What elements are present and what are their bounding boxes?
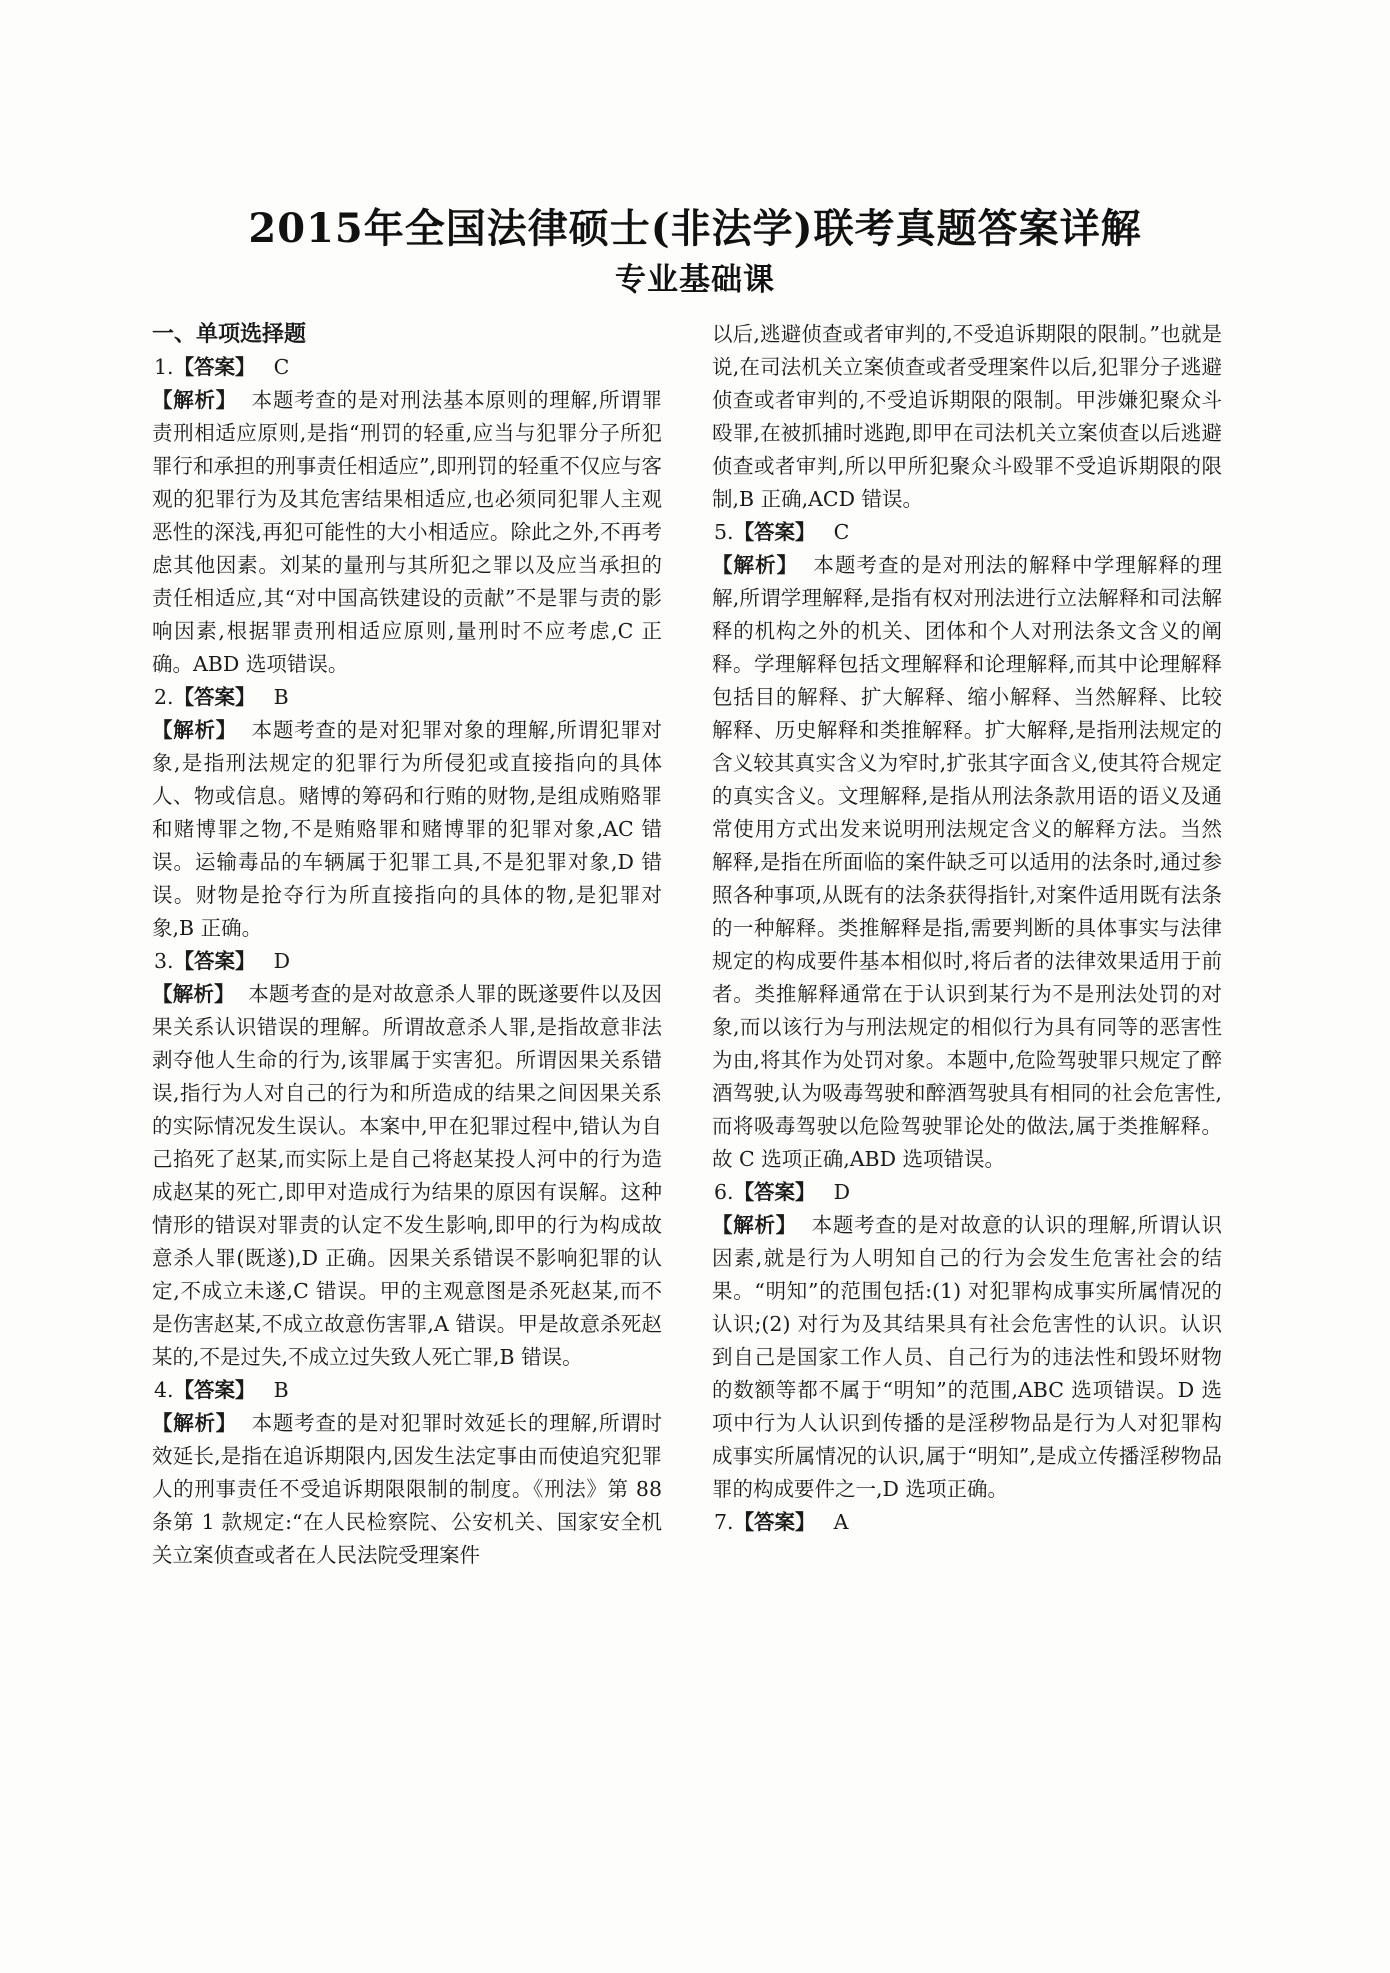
item-number: 4. (154, 1378, 174, 1402)
analysis-label: 【解析】 (152, 982, 235, 1006)
item-number: 7. (714, 1510, 734, 1534)
analysis-4-part2: 以后,逃避侦查或者审判的,不受追诉期限的限制。”也就是说,在司法机关立案侦查或者受理案件以后,犯罪分子逃避侦查或者审判的,不受追诉期限的限制。甲涉嫌犯聚众斗殴罪,在被抓捕时逃跑,即甲在司法机关立案侦查以后逃避侦查或者审判,所以甲所犯聚众斗殴罪不受追诉期限的限制,B 正确,ACD 错误。 (712, 322, 1222, 511)
analysis-text: 本题考查的是对故意杀人罪的既遂要件以及因果关系认识错误的理解。所谓故意杀人罪,是指故意非法剥夺他人生命的行为,该罪属于实害犯。所谓因果关系错误,指行为人对自己的行为和所造成的结果之间因果关系的实际情况发生误认。本案中,甲在犯罪过程中,错认为自己掐死了赵某,而实际上是自己将赵某投人河中的行为造成赵某的死亡,即甲对造成行为结果的原因有误解。这种情形的错误对罪责的认定不发生影响,即甲的行为构成故意杀人罪(既遂),D 正确。因果关系错误不影响犯罪的认定,不成立未遂,C 错误。甲的主观意图是杀死赵某,而不是伤害赵某,不成立故意伤害罪,A 错误。甲是故意杀死赵某的,不是过失,不成立过失致人死亡罪,B 错误。 (152, 982, 662, 1369)
answer-label: 【答案】 (173, 685, 256, 709)
analysis-label: 【解析】 (152, 1411, 238, 1435)
answer-value: D (833, 1180, 850, 1204)
answer-line-4 (152, 1374, 662, 1407)
answer-line-6 (712, 1176, 1222, 1209)
page-subtitle: 专业基础课 (615, 262, 775, 298)
analysis-4-part1 (152, 1407, 662, 1572)
item-number: 5. (714, 520, 734, 544)
answer-label: 【答案】 (733, 1180, 816, 1204)
analysis-text: 本题考查的是对刑法基本原则的理解,所谓罪责刑相适应原则,是指“刑罚的轻重,应当与犯罪分子所犯罪行和承担的刑事责任相适应”,即刑罚的轻重不仅应与客观的犯罪行为及其危害结果相适应,也必须同犯罪人主观恶性的深浅,再犯可能性的大小相适应。除此之外,不再考虑其他因素。刘某的量刑与其所犯之罪以及应当承担的责任相适应,其“对中国高铁建设的贡献”不是罪与责的影响因素,根据罪责刑相适应原则,量刑时不应考虑,C 正确。ABD 选项错误。 (152, 388, 663, 676)
answer-line-7 (712, 1506, 1222, 1539)
analysis-label: 【解析】 (712, 1213, 798, 1237)
answer-value: B (273, 685, 289, 709)
analysis-text: 本题考查的是对犯罪对象的理解,所谓犯罪对象,是指刑法规定的犯罪行为所侵犯或直接指向的具体人、物或信息。赌博的筹码和行贿的财物,是组成贿赂罪和赌博罪之物,不是贿赂罪和赌博罪的犯罪对象,AC 错误。运输毒品的车辆属于犯罪工具,不是犯罪对象,D 错误。财物是抢夺行为所直接指向的具体的物,是犯罪对象,B 正确。 (152, 718, 663, 940)
item-number: 2. (154, 685, 174, 709)
item-number: 3. (154, 949, 174, 973)
answer-value: C (833, 520, 850, 544)
analysis-2 (152, 714, 662, 945)
right-column (712, 318, 1222, 1539)
answer-line-5 (712, 516, 1222, 549)
analysis-1 (152, 384, 662, 681)
analysis-label: 【解析】 (152, 718, 238, 742)
section-heading: 一、单项选择题 (152, 322, 307, 347)
answer-label: 【答案】 (733, 520, 816, 544)
answer-label: 【答案】 (173, 1378, 256, 1402)
answer-line-1 (152, 351, 662, 384)
analysis-6 (712, 1209, 1222, 1506)
page-title: 2015年全国法律硕士(非法学)联考真题答案详解 (248, 205, 1142, 252)
answer-value: A (833, 1510, 849, 1534)
analysis-text: 本题考查的是对故意的认识的理解,所谓认识因素,就是行为人明知自己的行为会发生危害社会的结果。“明知”的范围包括:(1) 对犯罪构成事实所属情况的认识;(2) 对行为及其结果具有社会危害性的认识。认识到自己是国家工作人员、自己行为的违法性和毁坏财物的数额等都不属于“明知”的范围,ABC 选项错误。D 选项中行为人认识到传播的是淫秽物品是行为人对犯罪构成事实所属情况的认识,属于“明知”,是成立传播淫秽物品罪的构成要件之一,D 选项正确。 (712, 1213, 1223, 1501)
answer-line-2 (152, 681, 662, 714)
item-number: 6. (714, 1180, 734, 1204)
left-column (152, 318, 662, 1572)
item-number: 1. (154, 355, 174, 379)
analysis-label: 【解析】 (712, 553, 799, 577)
analysis-label: 【解析】 (152, 388, 238, 412)
answer-line-3 (152, 945, 662, 978)
analysis-text: 本题考查的是对犯罪时效延长的理解,所谓时效延长,是指在追诉期限内,因发生法定事由而使追究犯罪人的刑事责任不受追诉期限限制的制度。《刑法》第 88 条第 1 款规定:“在人民检察院、公安机关、国家安全机关立案侦查或者在人民法院受理案件 (152, 1411, 663, 1567)
analysis-3 (152, 978, 662, 1374)
answer-value: C (273, 355, 290, 379)
analysis-5 (712, 549, 1222, 1176)
answer-value: B (273, 1378, 289, 1402)
answer-value: D (273, 949, 290, 973)
answer-label: 【答案】 (173, 355, 256, 379)
answer-label: 【答案】 (733, 1510, 816, 1534)
analysis-text: 本题考查的是对刑法的解释中学理解释的理解,所谓学理解释,是指有权对刑法进行立法解释和司法解释的机构之外的机关、团体和个人对刑法条文含义的阐释。学理解释包括文理解释和论理解释,而其中论理解释包括目的解释、扩大解释、缩小解释、当然解释、比较解释、历史解释和类推解释。扩大解释,是指刑法规定的含义较其真实含义为窄时,扩张其字面含义,使其符合规定的真实含义。文理解释,是指从刑法条款用语的语义及通常使用方式出发来说明刑法规定含义的解释方法。当然解释,是指在所面临的案件缺乏可以适用的法条时,通过参照各种事项,从既有的法条获得指针,对案件适用既有法条的一种解释。类推解释是指,需要判断的具体事实与法律规定的构成要件基本相似时,将后者的法律效果适用于前者。类推解释通常在于认识到某行为不是刑法处罚的对象,而以该行为与刑法规定的相似行为具有同等的恶害性为由,将其作为处罚对象。本题中,危险驾驶罪只规定了醉酒驾驶,认为吸毒驾驶和醉酒驾驶具有相同的社会危害性,而将吸毒驾驶以危险驾驶罪论处的做法,属于类推解释。故 C 选项正确,ABD 选项错误。 (712, 553, 1222, 1171)
answer-label: 【答案】 (173, 949, 256, 973)
